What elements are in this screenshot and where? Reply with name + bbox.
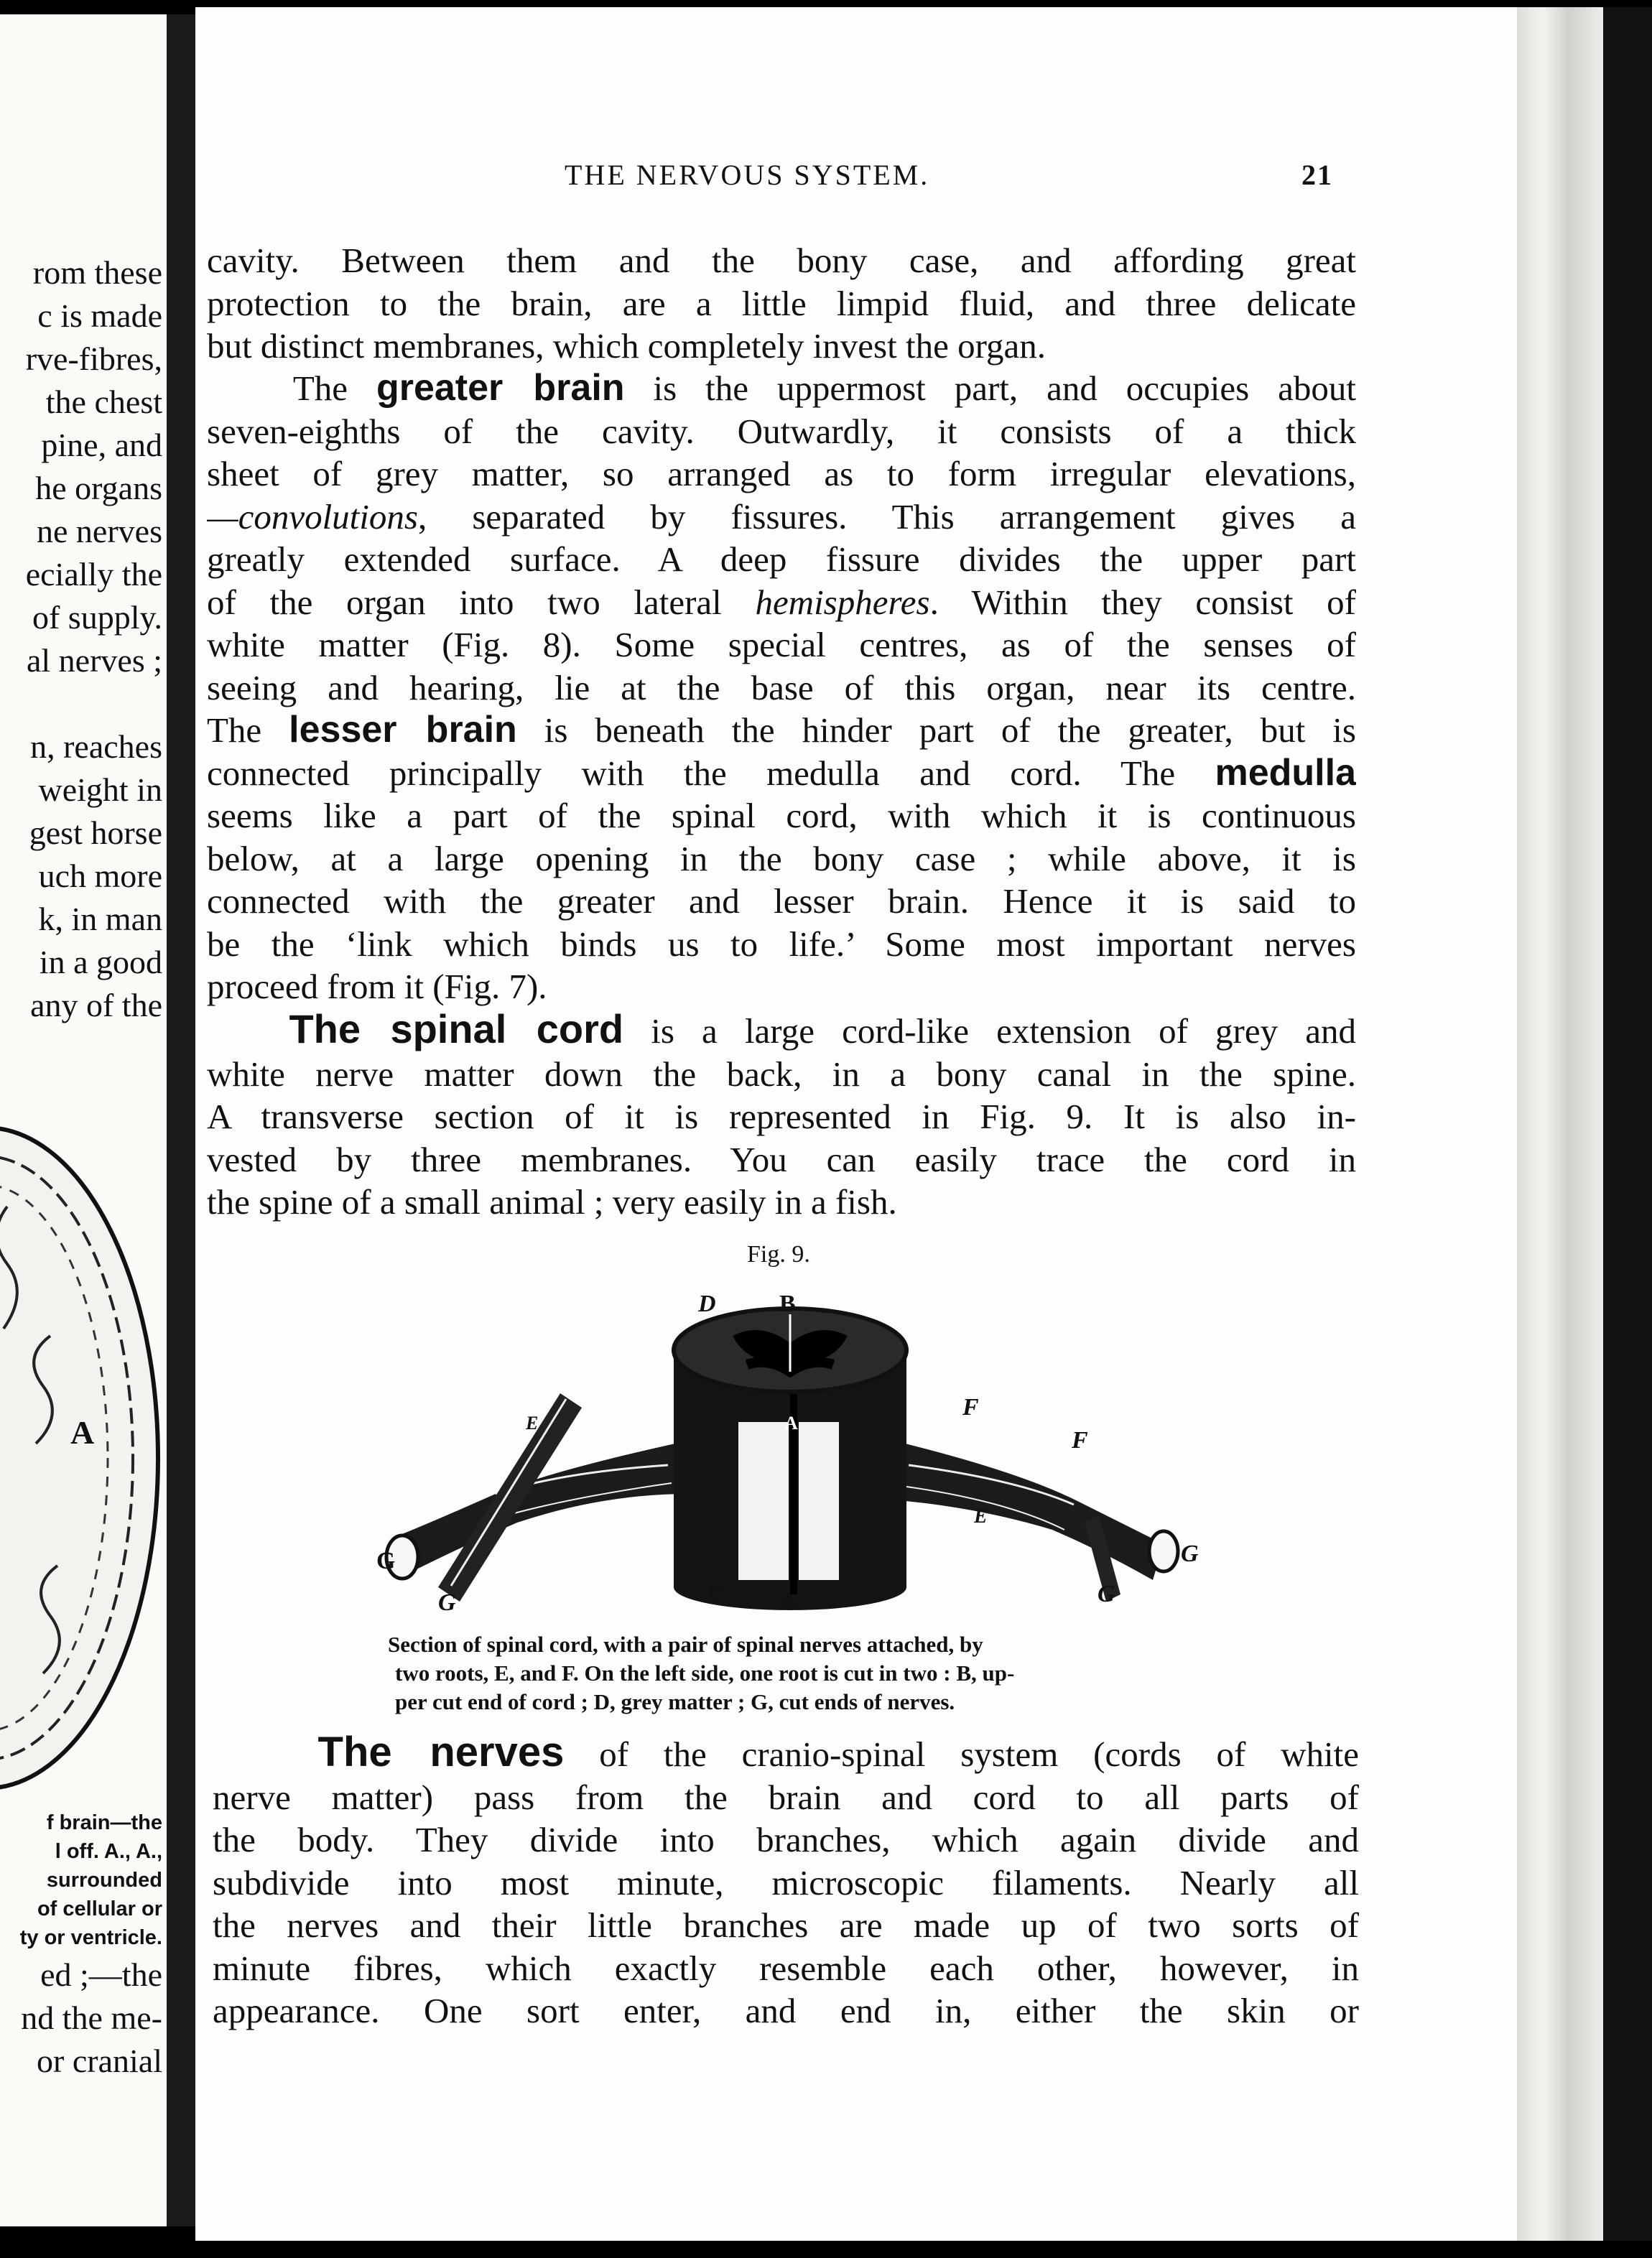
left-text-line: ne nerves <box>37 513 162 549</box>
caption-line: Section of spinal cord, with a pair of spinal nerves attached, by <box>388 1632 983 1657</box>
text-line: protection to the brain, are a little limpid fluid, and three delicate <box>207 283 1356 323</box>
left-text-line: rve-fibres, <box>25 340 162 377</box>
left-facing-page <box>0 14 167 2226</box>
text-run: is a large cord-like extension of grey and <box>623 1011 1356 1051</box>
fig-letter-d: D <box>698 1291 716 1317</box>
left-text-line: uch more <box>38 858 162 894</box>
text-run: . Within they consist of <box>929 582 1356 622</box>
text-line <box>213 1731 1359 1776</box>
fig-letter-f-right: F <box>1072 1427 1088 1454</box>
scan-border <box>1603 7 1652 2241</box>
text-line: appearance. One sort enter, and end in, either the skin or <box>213 1991 1359 2030</box>
brain-illustration <box>0 1120 167 1803</box>
text-line: seeing and hearing, lie at the base of this organ, near its centre. <box>207 667 1356 707</box>
text-line: proceed from it (Fig. 7). <box>207 967 547 1006</box>
text-line <box>207 496 1356 539</box>
fig-letter-a-bottom: A <box>781 1592 797 1614</box>
text-line <box>207 752 1356 795</box>
left-caption-line: of cellular or <box>37 1897 162 1920</box>
left-text-line: he organs <box>35 470 162 506</box>
text-run: The <box>207 710 289 750</box>
text-line <box>207 1008 1356 1053</box>
text-line: the nerves and their little branches are made up of two sorts of <box>213 1905 1359 1945</box>
fig-letter-e-right: E <box>974 1505 988 1528</box>
left-text-line: c is made <box>37 297 162 334</box>
text-line: sheet of grey matter, so arranged as to form irregular elevations, <box>207 454 1356 493</box>
fig-letter-g-left: G <box>438 1589 456 1616</box>
left-caption-line: l off. A., A., <box>55 1840 162 1863</box>
term-greater-brain: greater brain <box>376 367 625 409</box>
page-number: 21 <box>1301 159 1333 191</box>
text-line: connected with the greater and lesser brain. Hence it is said to <box>207 881 1356 921</box>
book-gutter <box>167 14 195 2226</box>
text-run: is the uppermost part, and occupies about <box>624 368 1356 408</box>
text-line: cavity. Between them and the bony case, and affording great <box>207 241 1356 280</box>
text-line: A transverse section of it is represented in Fig. 9. It is also in- <box>207 1097 1356 1136</box>
text-line <box>207 367 1356 410</box>
text-line: vested by three membranes. You can easily trace the cord in <box>207 1139 1356 1179</box>
left-text-line: of supply. <box>32 599 162 636</box>
paragraph-1 <box>207 239 1356 368</box>
text-line <box>207 581 1356 624</box>
right-nerve-roots <box>905 1444 1178 1602</box>
term-hemispheres: hemispheres <box>755 582 930 622</box>
text-line: the body. They divide into branches, which again divide and <box>213 1820 1359 1859</box>
text-run: The <box>292 368 376 408</box>
left-text-line: or cranial <box>37 2043 162 2079</box>
spinal-cord-figure <box>373 1286 1221 1616</box>
left-caption-line: f brain—the <box>46 1811 162 1834</box>
left-text-line: k, in man <box>38 901 162 937</box>
caption-line: two roots, E, and F. On the left side, one root is cut in two : B, up- <box>395 1660 1015 1686</box>
paragraph-spinal-cord <box>207 1008 1356 1224</box>
fig-letter-g-right-end: G <box>1181 1541 1199 1567</box>
text-line: white matter (Fig. 8). Some special centres, as of the senses of <box>207 625 1356 664</box>
left-text-line: any of the <box>30 987 162 1023</box>
paragraph-greater-brain <box>207 367 1356 1008</box>
fig-letter-c: C <box>708 1581 723 1604</box>
text-run: connected principally with the medulla and cord. The <box>207 753 1215 793</box>
running-title: THE NERVOUS SYSTEM. <box>565 159 930 191</box>
left-caption-line: surrounded <box>46 1869 162 1892</box>
figure-caption <box>388 1630 1271 1716</box>
left-text-line: ed ;—the <box>40 1956 162 1993</box>
left-caption-line: ty or ventricle. <box>19 1926 162 1949</box>
term-convolutions: —convolutions <box>207 496 418 536</box>
left-text-line: weight in <box>38 771 162 808</box>
left-text-line: nd the me- <box>21 1999 162 2036</box>
text-run: is beneath the hinder part of the greater, but is <box>516 710 1356 750</box>
left-text-line: ecially the <box>25 556 162 593</box>
fig-letter-a-inner: A <box>784 1413 798 1434</box>
text-line: white nerve matter down the back, in a bony canal in the spine. <box>207 1054 1356 1094</box>
fig-letter-g-left-end: G <box>376 1548 396 1574</box>
term-medulla: medulla <box>1215 751 1356 794</box>
text-line: seems like a part of the spinal cord, with which it is continuous <box>207 796 1356 835</box>
term-the-nerves: The nerves <box>317 1731 565 1775</box>
left-text-line: gest horse <box>29 814 162 851</box>
text-run: of the cranio-spinal system (cords of white <box>564 1734 1359 1774</box>
left-text-line: the chest <box>45 384 162 420</box>
cord-cylinder <box>674 1309 906 1610</box>
text-run: of the organ into two lateral <box>207 582 756 622</box>
left-text-line: al nerves ; <box>26 642 162 679</box>
left-text-line: rom these <box>32 254 162 291</box>
fig-letter-f-upper: F <box>962 1394 979 1421</box>
text-line: the spine of a small animal ; very easily in a fish. <box>207 1182 897 1222</box>
caption-line: per cut end of cord ; D, grey matter ; G, cut ends of nerves. <box>395 1689 955 1714</box>
text-line: below, at a large opening in the bony case ; while above, it is <box>207 838 1356 878</box>
left-text-line: pine, and <box>41 427 162 463</box>
fig-letter-g-right: G <box>1098 1581 1115 1607</box>
left-text-line: in a good <box>39 944 162 980</box>
text-line: but distinct membranes, which completely invest the organ. <box>207 326 1047 366</box>
term-lesser-brain: lesser brain <box>289 709 517 751</box>
text-run: , separated by fissures. This arrangement gives a <box>417 496 1356 536</box>
left-text-line: n, reaches <box>30 728 162 765</box>
text-line: nerve matter) pass from the brain and cord to all parts of <box>213 1777 1359 1817</box>
brain-label-a: A <box>70 1414 95 1451</box>
fig-letter-e-left: E <box>526 1413 539 1434</box>
fig-letter-b: B <box>779 1291 796 1317</box>
text-line: greatly extended surface. A deep fissure divides the upper part <box>207 539 1356 579</box>
term-spinal-cord: The spinal cord <box>289 1008 624 1051</box>
page-stack-edge <box>1517 7 1603 2241</box>
text-line: subdivide into most minute, microscopic filaments. Nearly all <box>213 1862 1359 1902</box>
figure-label: Fig. 9. <box>747 1241 810 1268</box>
text-line: seven-eighths of the cavity. Outwardly, it consists of a thick <box>207 411 1356 451</box>
text-line <box>207 709 1356 752</box>
text-line: minute fibres, which exactly resemble each other, however, in <box>213 1948 1359 1988</box>
paragraph-nerves <box>213 1731 1359 2032</box>
text-line: be the ‘link which binds us to life.’ Some most important nerves <box>207 924 1356 964</box>
